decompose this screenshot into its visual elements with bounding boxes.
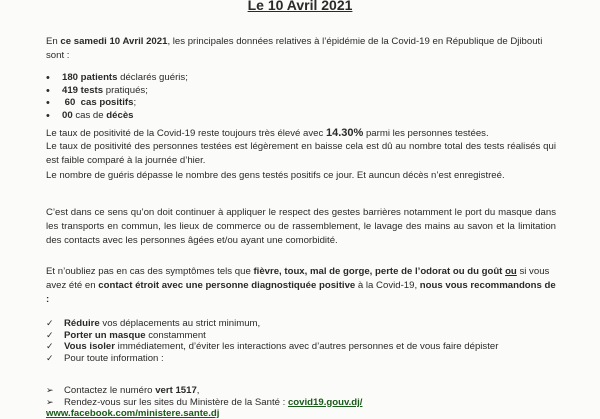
- intro-date: ce samedi 10 Avril 2021: [60, 36, 168, 47]
- symptoms-paragraph: Et n’oubliez pas en cas des symptômes tels que fièvre, toux, mal de gorge, perte de l’odorat ou du goût ou si vous avez été en contact étroit avec une personne diagnostiquée positive à la Covid-19, nous vous recommandons de :: [46, 266, 556, 305]
- check-icon: ✓: [46, 352, 54, 363]
- recommend-heading: nous vous recommandons de :: [46, 280, 556, 305]
- recommendation-item: ✓ Porter un masque constamment: [46, 329, 206, 341]
- decrease-paragraph: Le taux de positivité des personnes testées est légèrement en baisse cela est dû au nombre total des tests réalisés qui est faible comparé à la journée d’hier.: [46, 141, 556, 166]
- recommendations-list: [46, 318, 568, 364]
- symptoms-list: fièvre, toux, mal de gorge, perte de l’odorat ou du goût: [253, 266, 503, 277]
- positivity-paragraph: Le taux de positivité de la Covid-19 reste toujours très élevé avec 14.30% parmi les personnes testées.: [46, 127, 489, 139]
- intro-prefix: En: [46, 36, 61, 47]
- stat-recovered: • 180 patients déclarés guéris;: [46, 72, 188, 85]
- check-icon: ✓: [46, 329, 54, 340]
- close-contact: contact étroit avec une personne diagnostiquée positive: [98, 280, 356, 291]
- stat-deaths: • 00 cas de décès: [46, 110, 188, 123]
- recommendation-item: ✓ Réduire vos déplacements au strict minimum,: [46, 318, 261, 329]
- intro-paragraph: [46, 35, 556, 63]
- recommendation-item: ✓ Pour toute information :: [46, 352, 164, 364]
- stat-tests: • 419 tests pratiqués;: [46, 85, 188, 98]
- hotline-number: vert 1517: [155, 385, 197, 396]
- recovered-paragraph: Le nombre de guéris dépasse le nombre des gens testés positifs ce jour. Et auncun décès n’est enregistreé.: [46, 170, 505, 181]
- facebook-link-cut[interactable]: www.facebook.com/ministere.sante.dj: [46, 408, 220, 419]
- gestures-paragraph: C’est dans ce sens qu’on doit continuer à appliquer le respect des gestes barrières notamment le port du masque dans les transports en commun, les lieux de commerce ou de rassemblement, le lavage des mains au savon et la limitation des contacts avec les personnes âgées et/ou ayant une comorbidité.: [46, 207, 556, 246]
- date-title: Le 10 Avril 2021: [247, 0, 353, 13]
- check-icon: ✓: [46, 341, 54, 352]
- website-link[interactable]: covid19.gouv.dj/: [287, 396, 363, 408]
- stats-list: [46, 72, 188, 122]
- stat-positives: • 60 cas positifs;: [46, 97, 188, 110]
- recommendation-item: ✓ Vous isoler immédiatement, d’éviter les interactions avec d’autres personnes et de vous faire dépister: [46, 341, 499, 353]
- positivity-rate: 14.30%: [325, 127, 364, 139]
- arrow-icon: ➢: [46, 385, 54, 395]
- contact-website: ➢ Rendez-vous sur les sites du Ministère de la Santé : covid19.gouv.dj/: [46, 396, 363, 408]
- check-icon: ✓: [46, 318, 54, 328]
- arrow-icon: ➢: [46, 396, 54, 407]
- contact-phone: ➢ Contactez le numéro vert 1517,: [46, 385, 200, 396]
- contact-list: [46, 385, 362, 408]
- intro-rest: , les principales données relatives à l’épidémie de la Covid-19 en République de Djibouti sont :: [46, 36, 543, 61]
